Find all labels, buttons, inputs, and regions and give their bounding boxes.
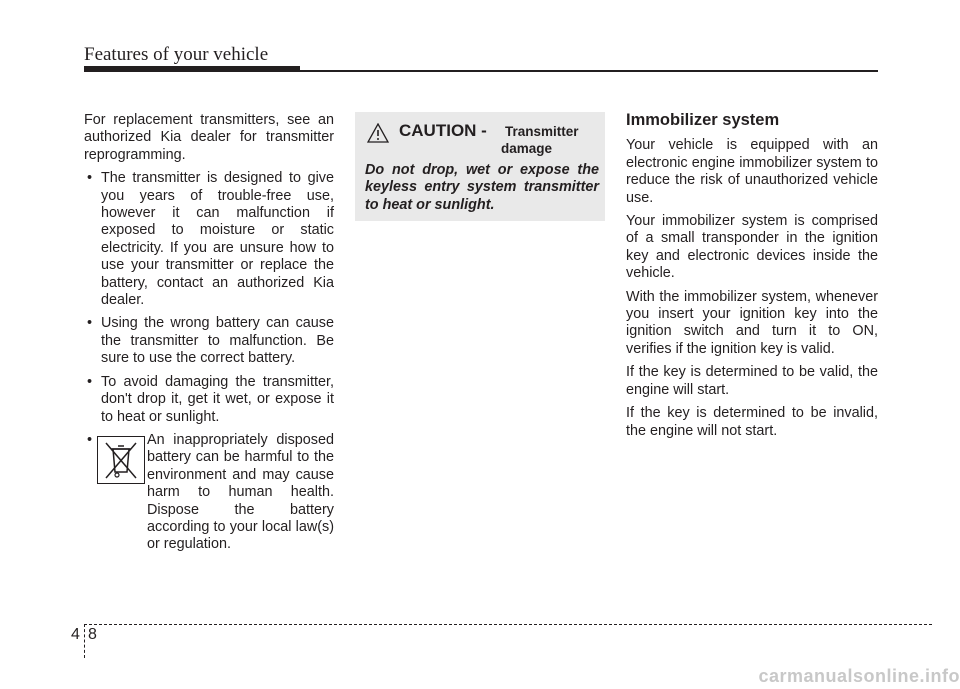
watermark-text: carmanualsonline.info — [758, 666, 960, 686]
chapter-number: 4 — [71, 626, 80, 643]
crossed-out-wheeled-bin-icon — [97, 436, 145, 484]
paragraph: With the immobilizer system, whenever you insert your ignition key into the ignition switch and turn it to ON, verifies if the ignition key is valid. — [626, 288, 878, 357]
caution-text: Do not drop, wet or expose the keyless entry system transmitter to heat or sunlight. — [365, 162, 599, 213]
header-rule-thick — [84, 66, 300, 72]
transmitter-bullet-list — [84, 170, 334, 553]
right-column — [626, 112, 878, 446]
footer-rule — [84, 624, 932, 625]
left-column — [84, 112, 334, 553]
page-header-title: Features of your vehicle — [84, 44, 269, 65]
header-rule-thin — [300, 70, 878, 72]
paragraph: Your vehicle is equipped with an electronic engine immobilizer system to reduce the risk of unauthorized vehicle use. — [626, 137, 878, 206]
page-number: 8 — [88, 626, 97, 643]
section-title: Immobilizer system — [626, 111, 780, 129]
battery-disposal-text: An inappropriately disposed battery can be harmful to the environment and may cause harm to human health. Dispose the battery according to your local law(s) or regulation. — [147, 431, 334, 553]
caution-topic: Transmitter — [505, 124, 579, 139]
warning-triangle-icon — [367, 123, 389, 148]
paragraph: If the key is determined to be valid, the engine will start. — [626, 364, 878, 398]
list-item: • To avoid damaging the transmitter, don't drop it, get it wet, or expose it to heat or sunlight. — [87, 373, 334, 425]
caution-label: CAUTION - — [399, 121, 487, 140]
footer-page-separator — [84, 624, 85, 658]
paragraph: If the key is determined to be invalid, the engine will not start. — [626, 405, 878, 439]
intro-paragraph: For replacement transmitters, see an authorized Kia dealer for transmitter reprogramming. — [84, 112, 334, 163]
list-item-battery-disposal: • An inappropriately disposed battery can be harmful to the environment and may cause harm to human health. Dispose the battery according to your local law(s) or regulation. — [87, 431, 334, 553]
caution-topic-continued: damage — [501, 141, 553, 156]
caution-box — [355, 112, 605, 221]
list-item: • Using the wrong battery can cause the transmitter to malfunction. Be sure to use the correct battery. — [87, 315, 334, 367]
list-item: • The transmitter is designed to give you years of trouble-free use, however it can malfunction if exposed to moisture or static electricity. If you are unsure how to use your transmitter or replace the battery, contact an authorized Kia dealer. — [87, 170, 334, 309]
paragraph: Your immobilizer system is comprised of a small transponder in the ignition key and electronic devices inside the vehicle. — [626, 213, 878, 282]
